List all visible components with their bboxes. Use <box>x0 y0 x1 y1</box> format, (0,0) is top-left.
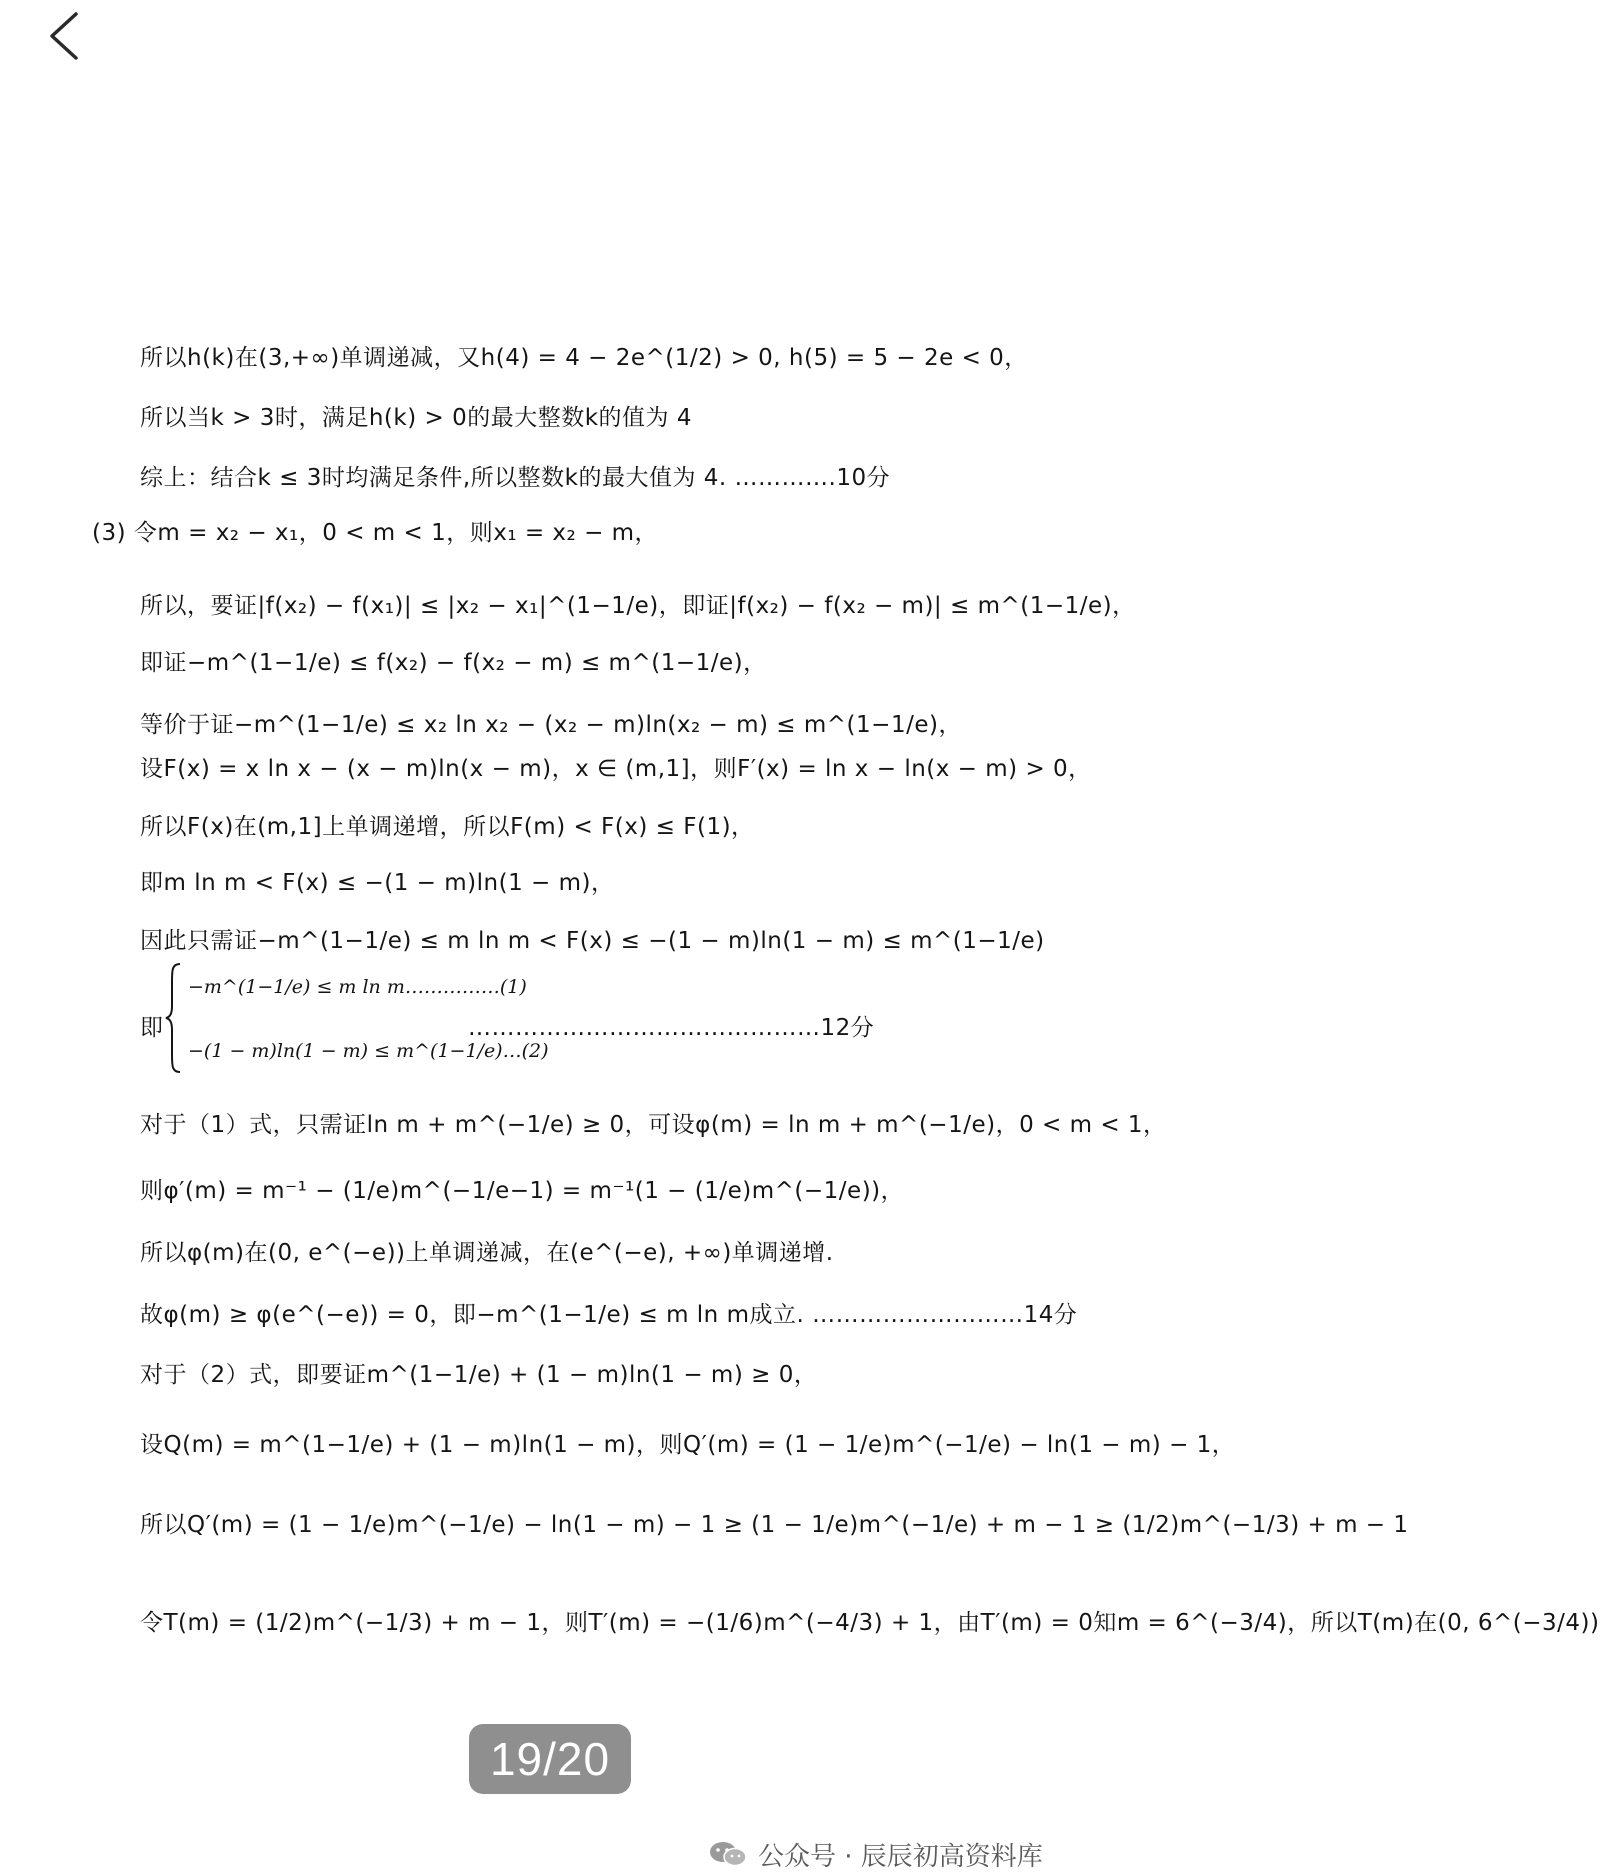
page-indicator: 19/20 <box>469 1724 631 1794</box>
watermark <box>708 1836 1043 1872</box>
solution-line-14: 所以φ(m)在(0, e^(−e))上单调递减，在(e^(−e), +∞)单调递增. <box>140 1240 834 1266</box>
system-row-1: −m^(1−1/e) ≤ m ln m……………(1) <box>188 976 527 998</box>
solution-line-6: 即证−m^(1−1/e) ≤ f(x₂) − f(x₂ − m) ≤ m^(1−1/e)， <box>140 650 767 676</box>
watermark-text: 公众号 · 辰辰初高资料库 <box>758 1841 1043 1872</box>
solution-line-13: 则φ′(m) = m⁻¹ − (1/e)m^(−1/e−1) = m⁻¹(1 − (1/e)m^(−1/e))， <box>140 1178 905 1204</box>
system-label: 即 <box>140 1015 163 1041</box>
solution-line-19: 令T(m) = (1/2)m^(−1/3) + m − 1，则T′(m) = −(1/6)m^(−4/3) + 1，由T′(m) = 0知m = 6^(−3/4)，所以T(m)在(0, 6^(−3/4)) <box>140 1610 1600 1636</box>
score-12: ………………………………………12分 <box>468 1015 875 1041</box>
solution-line-10: 即m ln m < F(x) ≤ −(1 − m)ln(1 − m)， <box>140 870 615 896</box>
solution-line-11: 因此只需证−m^(1−1/e) ≤ m ln m < F(x) ≤ −(1 − m)ln(1 − m) ≤ m^(1−1/e) <box>140 928 1045 954</box>
solution-line-1: 所以h(k)在(3,+∞)单调递减，又h(4) = 4 − 2e^(1/2) > 0, h(5) = 5 − 2e < 0， <box>140 345 1028 371</box>
solution-line-8: 设F(x) = x ln x − (x − m)ln(x − m)，x ∈ (m,1]，则F′(x) = ln x − ln(x − m) > 0， <box>140 756 1092 782</box>
inequality-system <box>140 960 940 1080</box>
solution-line-7: 等价于证−m^(1−1/e) ≤ x₂ ln x₂ − (x₂ − m)ln(x₂ − m) ≤ m^(1−1/e)， <box>140 712 962 738</box>
solution-line-18: 所以Q′(m) = (1 − 1/e)m^(−1/e) − ln(1 − m) − 1 ≥ (1 − 1/e)m^(−1/e) + m − 1 ≥ (1/2)m^(−1/3) + m − 1 <box>140 1512 1409 1538</box>
solution-line-3: 综上：结合k ≤ 3时均满足条件,所以整数k的最大值为 4. ………….10分 <box>140 465 891 491</box>
system-row-2: −(1 − m)ln(1 − m) ≤ m^(1−1/e)…(2) <box>188 1040 549 1062</box>
solution-line-9: 所以F(x)在(m,1]上单调递增，所以F(m) < F(x) ≤ F(1)， <box>140 814 755 840</box>
solution-line-15: 故φ(m) ≥ φ(e^(−e)) = 0，即−m^(1−1/e) ≤ m ln m成立. ………………………14分 <box>140 1302 1078 1328</box>
left-brace <box>164 962 184 1074</box>
solution-line-12: 对于（1）式，只需证ln m + m^(−1/e) ≥ 0，可设φ(m) = ln m + m^(−1/e)，0 < m < 1， <box>140 1112 1167 1138</box>
solution-line-2: 所以当k > 3时，满足h(k) > 0的最大整数k的值为 4 <box>140 405 692 431</box>
part3-line: (3) 令m = x₂ − x₁，0 < m < 1，则x₁ = x₂ − m， <box>92 520 659 546</box>
wechat-icon <box>708 1839 748 1869</box>
solution-line-16: 对于（2）式，即要证m^(1−1/e) + (1 − m)ln(1 − m) ≥ 0， <box>140 1362 818 1388</box>
solution-line-17: 设Q(m) = m^(1−1/e) + (1 − m)ln(1 − m)，则Q′(m) = (1 − 1/e)m^(−1/e) − ln(1 − m) − 1， <box>140 1432 1236 1458</box>
solution-line-5: 所以，要证|f(x₂) − f(x₁)| ≤ |x₂ − x₁|^(1−1/e)，即证|f(x₂) − f(x₂ − m)| ≤ m^(1−1/e)， <box>140 593 1136 619</box>
